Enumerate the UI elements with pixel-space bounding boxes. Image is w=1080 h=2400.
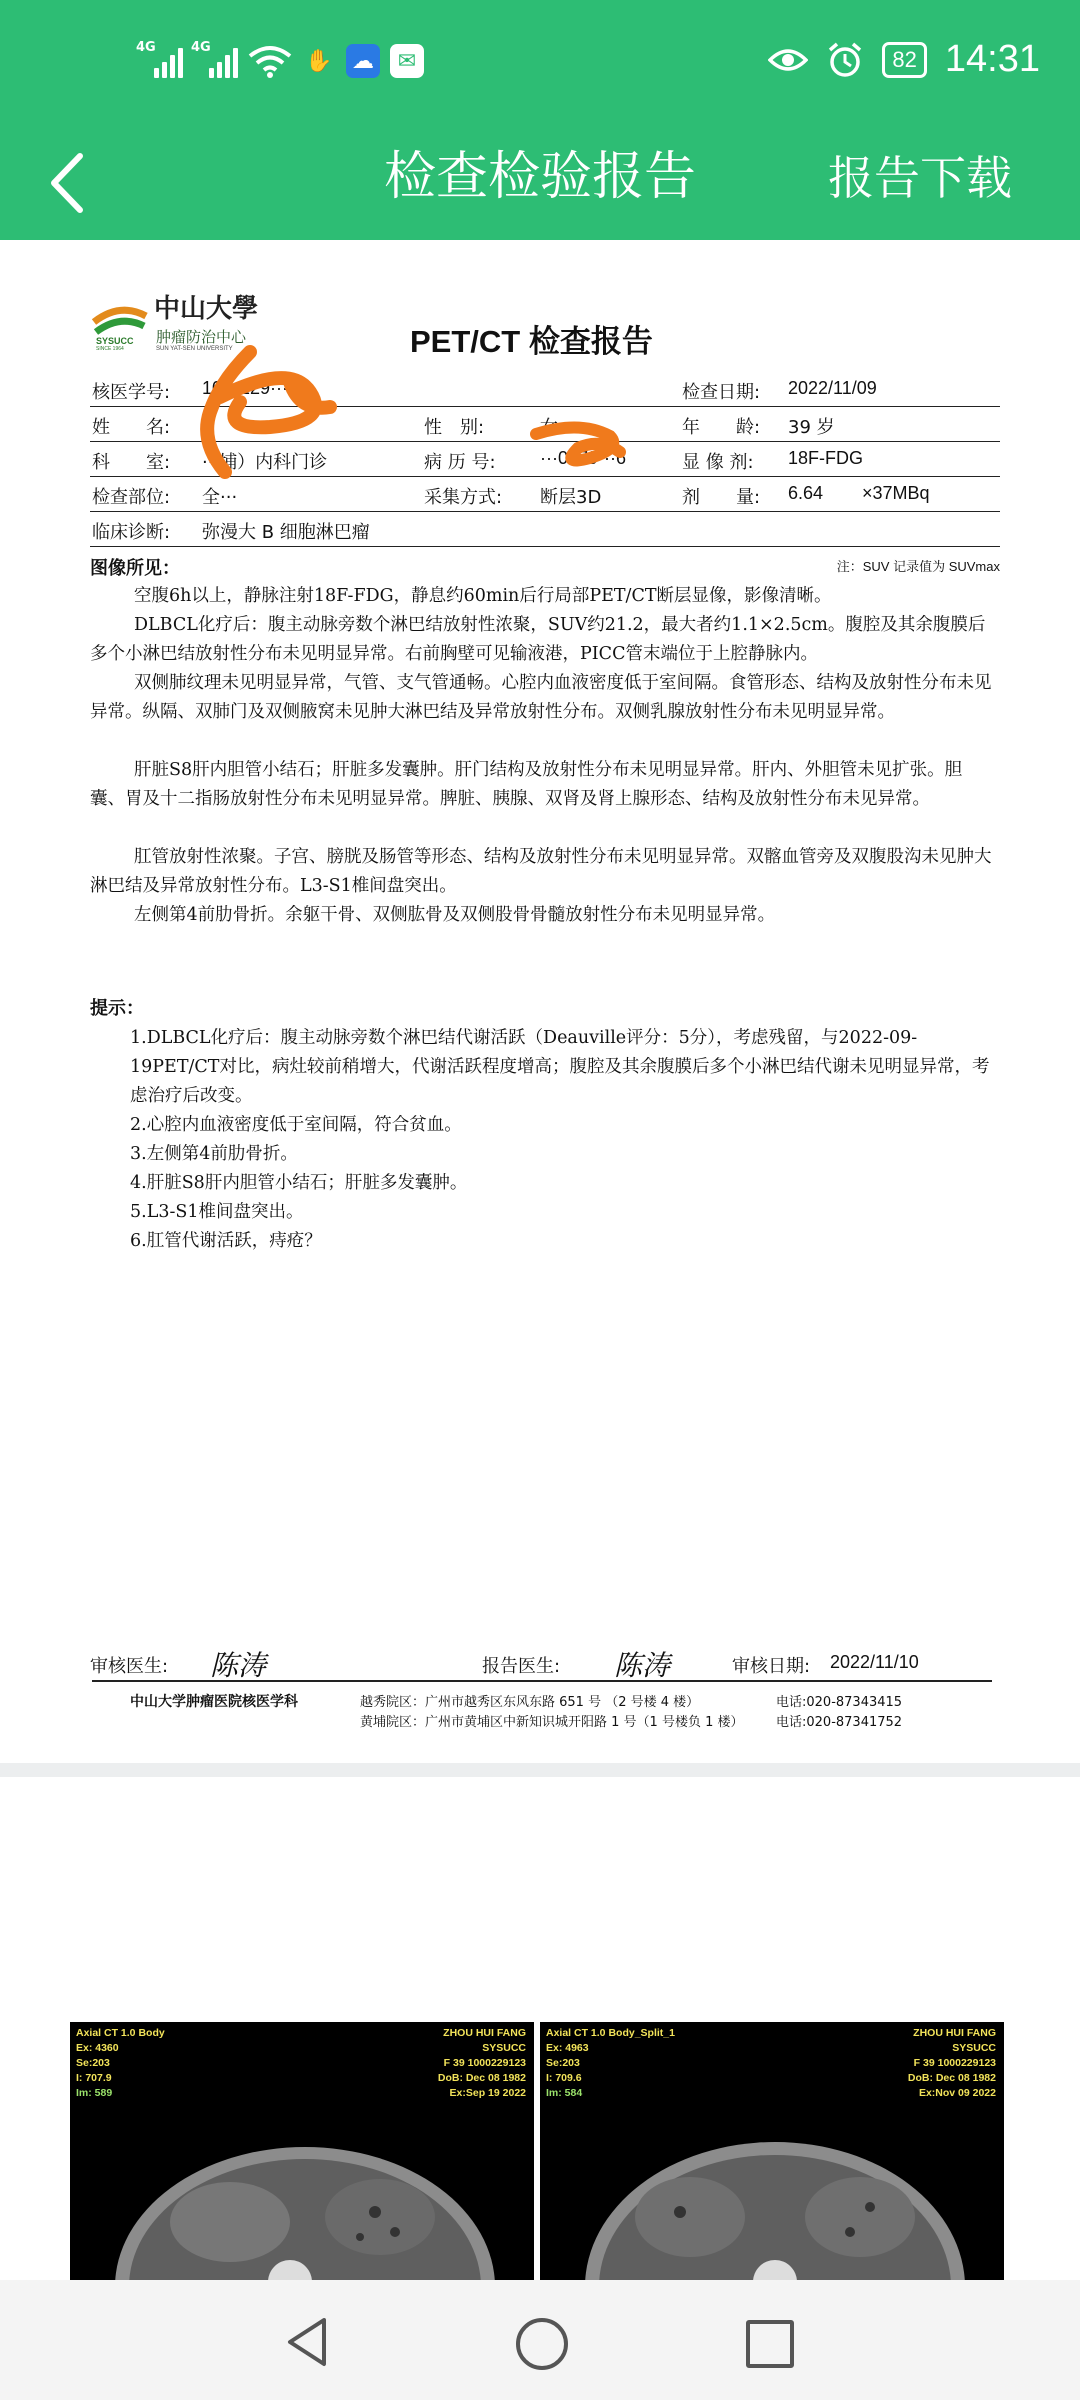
eye-icon [768,46,808,74]
redaction-scribble [530,418,630,473]
findings-paragraph: 肝脏S8肝内胆管小结石；肝脏多发囊肿。肝门结构及放射性分布未见明显异常。肝内、外胆管未见扩张。胆囊、胃及十二指肠放射性分布未见明显异常。脾脏、胰腺、双肾及肾上腺形态、结构及放射性分布未见异常。 [90,760,963,809]
tip-item: 6.肛管代谢活跃，痔疮？ [130,1231,322,1251]
logo-center-name: 肿瘤防治中心 [156,328,247,346]
reviewer-signature: 陈涛 [210,1649,267,1682]
logo-english-name: SUN YAT-SEN UNIVERSITY [156,346,233,352]
findings-heading: 图像所见： [90,558,180,579]
diagnosis-value: 弥漫大 B 细胞淋巴瘤 [202,522,370,543]
ct-scan-icon [580,2117,970,2280]
findings-paragraph: 空腹6h以上，静脉注射18F-FDG，静息约60min后行局部PET/CT断层显像，影像清晰。 [134,586,832,606]
battery-indicator: 82 [882,42,926,78]
tips-list [130,1024,995,1256]
diagnosis-label: 临床诊断: [92,522,171,543]
network-type-label-2: 4G [191,40,211,55]
network-type-label: 4G [136,40,156,55]
tip-item: 2.心腔内血液密度低于室间隔，符合贫血。 [130,1115,462,1135]
nav-recents-icon[interactable] [746,2320,794,2368]
age-label: 年 龄: [682,417,761,438]
review-date-label: 审核日期: [732,1656,811,1677]
reviewer-label: 审核医生: [90,1656,169,1677]
status-bar [0,0,1080,130]
clock: 14:31 [944,38,1040,80]
ct-meta-left: Axial CT 1.0 Body Ex: 4360 Se:203 I: 707.9 Im: 589 [76,2027,165,2099]
findings-paragraph: 左侧第4前肋骨折。余躯干骨、双侧肱骨及双侧股骨骨髓放射性分布未见明显异常。 [134,905,776,925]
department-name: 中山大学肿瘤医院核医学科 [130,1694,298,1710]
wifi-icon [248,44,292,78]
record-no-value: ···0579···6 [540,448,627,468]
dose-label: 剂 量: [682,487,761,508]
gender-label: 性 别: [424,417,485,438]
ct-scan-icon [110,2122,500,2280]
report-title: PET/CT 检查报告 [410,324,653,359]
ct-meta-left: Axial CT 1.0 Body_Split_1 Ex: 4963 Se:203 I: 709.6 Im: 584 [546,2027,675,2099]
findings-paragraph: DLBCL化疗后：腹主动脉旁数个淋巴结放射性浓聚，SUV约21.2，最大者约1.1×2.5cm。腹腔及其余腹膜后多个小淋巴结放射性分布未见明显异常。右前胸壁可见输液港，PICC管末端位于上腔静脉内。 [90,615,986,664]
message-icon: ✉ [390,44,424,78]
record-no-label: 病 历 号: [424,452,496,473]
reporter-signature: 陈涛 [614,1649,671,1682]
exam-part-value: 全··· [202,487,238,508]
info-row [90,512,1000,547]
logo-abbr: SYSUCC [96,336,134,346]
dose-value: 6.64 [788,483,824,503]
signal-icon-2 [191,40,238,78]
reporter-label: 报告医生: [482,1656,561,1677]
acquisition-method-value: 断层3D [540,487,602,508]
nav-back-icon[interactable] [282,2316,332,2368]
campus-address-2: 黄埔院区：广州市黄埔区中新知识城开阳路 1 号（1 号楼负 1 楼） [360,1715,744,1730]
gender-value: 女 [540,417,558,438]
name-label: 姓 名: [92,417,171,438]
signal-icon [136,40,183,78]
dept-value: ···埔）内科门诊 [202,452,328,473]
footer-divider [92,1680,992,1682]
campus-phone-2: 电话:020-87341752 [776,1715,903,1730]
ct-meta-right: ZHOU HUI FANG SYSUCC F 39 1000229123 DoB: Dec 08 1982 Ex:Sep 19 2022 [437,2027,526,2099]
weather-icon: ☁ [346,44,380,78]
nuclear-no-value: 10···229··· [202,378,289,398]
hand-icon: ✋ [305,48,333,74]
info-row [90,477,1000,512]
age-value: 39 岁 [788,417,835,438]
imaging-agent-label: 显 像 剂: [682,452,754,473]
alarm-icon [826,41,864,79]
exam-date-label: 检查日期: [682,382,761,403]
tip-item: 1.DLBCL化疗后：腹主动脉旁数个淋巴结代谢活跃（Deauville评分：5分），考虑残留，与2022-09-19PET/CT对比，病灶较前稍增大，代谢活跃程度增高；腹腔及其余腹膜后多个小淋巴结代谢未见明显异常，考虑治疗后改变。 [130,1028,990,1106]
review-date-value: 2022/11/10 [830,1652,919,1672]
tip-item: 3.左侧第4前肋骨折。 [130,1144,298,1164]
nuclear-no-label: 核医学号: [92,382,171,403]
dose-unit: ×37MBq [862,483,930,503]
exam-part-label: 检查部位: [92,487,171,508]
download-report-button[interactable]: 报告下载 [828,151,1012,205]
suv-note: 注：SUV 记录值为 SUVmax [836,559,1000,574]
tip-item: 5.L3-S1椎间盘突出。 [130,1202,304,1222]
logo-since: SINCE 1964 [96,346,124,352]
page-separator [0,1763,1080,1777]
nav-home-icon[interactable] [516,2318,568,2370]
system-nav-bar [0,2280,1080,2400]
page-title: 检查检验报告 [383,147,696,207]
ct-image-previous[interactable] [70,2022,534,2280]
status-right [768,38,1040,81]
logo-university-name: 中山大學 [154,294,259,324]
tip-item: 4.肝脏S8肝内胆管小结石；肝脏多发囊肿。 [130,1173,468,1193]
tips-heading: 提示： [90,998,144,1019]
status-left [136,40,424,78]
exam-date-value: 2022/11/09 [788,378,877,398]
campus-address-1: 越秀院区：广州市越秀区东风东路 651 号 （2 号楼 4 楼） [360,1695,700,1710]
campus-phone-1: 电话:020-87343415 [776,1695,903,1710]
imaging-agent-value: 18F-FDG [788,448,864,468]
acquisition-method-label: 采集方式: [424,487,503,508]
findings-paragraph: 肛管放射性浓聚。子宫、膀胱及肠管等形态、结构及放射性分布未见明显异常。双髂血管旁及双腹股沟未见肿大淋巴结及异常放射性分布。L3-S1椎间盘突出。 [90,847,992,896]
ct-meta-right: ZHOU HUI FANG SYSUCC F 39 1000229123 DoB: Dec 08 1982 Ex:Nov 09 2022 [907,2027,996,2099]
ct-image-current[interactable] [540,2022,1004,2280]
redaction-scribble [180,342,350,482]
findings-paragraph: 双侧肺纹理未见明显异常，气管、支气管通畅。心腔内血液密度低于室间隔。食管形态、结构及放射性分布未见异常。纵隔、双肺门及双侧腋窝未见肿大淋巴结及异常放射性分布。双侧乳腺放射性分布未见明显异常。 [90,673,992,722]
dept-label: 科 室: [92,452,171,473]
